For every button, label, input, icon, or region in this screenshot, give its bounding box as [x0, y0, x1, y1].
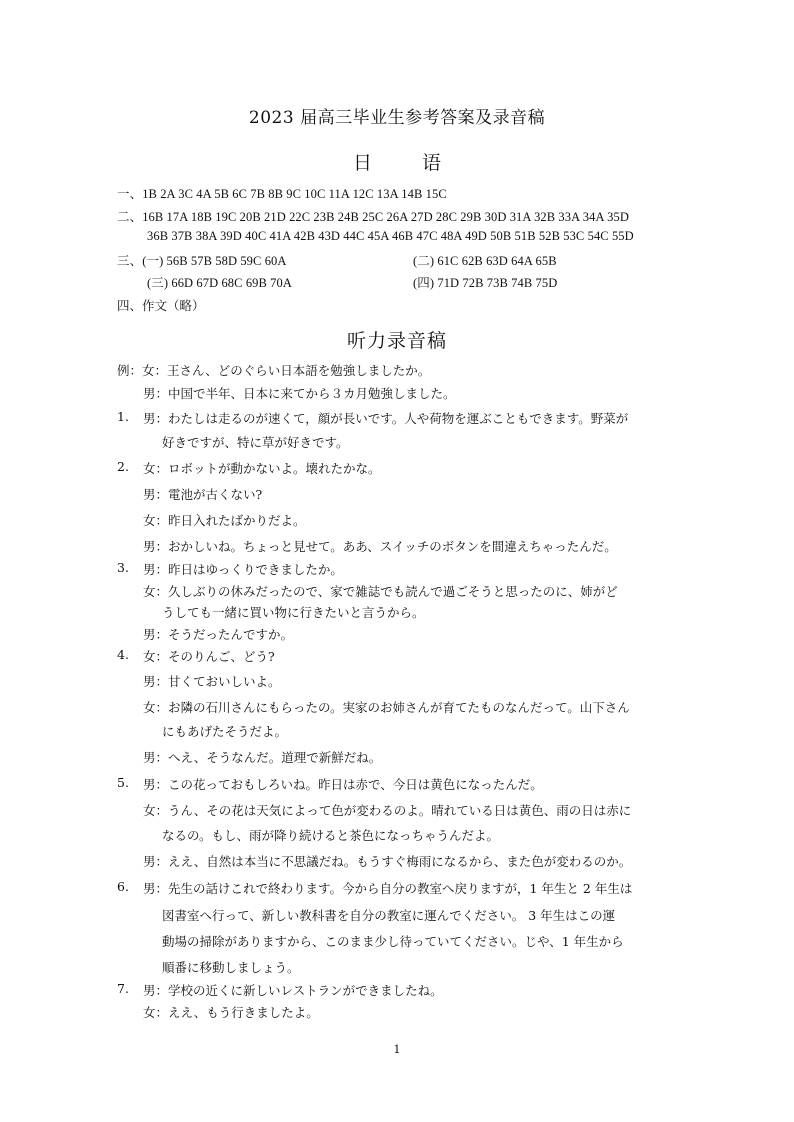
q2-line-3: 女：昨日入れたばかりだよ。	[143, 513, 306, 528]
question-number: 5.	[117, 775, 129, 790]
q4-line-1: 女：そのりんご、どう?	[143, 649, 275, 664]
q4-line-2: 男：甘くておいしいよ。	[143, 674, 281, 689]
q6-line-1: 男：先生の話けこれで終わります。今から自分の教室へ戻りますが，1 年生と 2 年生は	[143, 881, 633, 896]
transcript-heading: 听力录音稿	[346, 330, 447, 352]
q3-line-4: 男：そうだったんですか。	[143, 627, 294, 642]
answer-part3-a: 三、(一) 56B 57B 58D 59C 60A	[117, 254, 287, 268]
q4-line-3: 女：お隣の石川さんにもらったの。実家のお姉さんが育てたものなんだって。山下さん	[143, 700, 630, 715]
example-line-1: 例：女：王さん、どのぐらい日本語を勉強しましたか。	[117, 363, 431, 378]
q1-line-2: 好きですが、特に草が好きです。	[162, 435, 349, 450]
question-number: 3.	[117, 560, 129, 575]
example-line-2: 男：中国で半年、日本に来てから３カ月勉強しました。	[143, 386, 456, 401]
document-title: 2023 届高三毕业生参考答案及录音稿	[248, 108, 546, 128]
q5-line-2: 女：うん、その花は天気によって色が変わるのよ。晴れている日は黄色、雨の日は赤に	[143, 803, 632, 818]
q3-line-1: 男：昨日はゆっくりできましたか。	[143, 562, 343, 577]
subject-heading: 日 语	[352, 152, 464, 174]
q1-line-1: 男：わたしは走るのが速くて，顔が長いです。人や荷物を運ぶこともできます。野菜が	[143, 411, 629, 426]
q5-line-4: 男：ええ、自然は本当に不思議だね。もうすぐ梅雨になるから、また色が変わるのか。	[143, 854, 632, 869]
answer-part2-line1: 二、16B 17A 18B 19C 20B 21D 22C 23B 24B 25C 26A 27D 28C 29B 30D 31A 32B 33A 34A 35D	[117, 210, 629, 224]
q5-line-1: 男：この花っておもしろいね。昨日は赤で、今日は黄色になったんだ。	[143, 777, 543, 792]
question-number: 6.	[117, 879, 129, 894]
question-number: 7.	[117, 981, 129, 996]
answer-part1: 一、1B 2A 3C 4A 5B 6C 7B 8B 9C 10C 11A 12C 13A 14B 15C	[117, 187, 447, 201]
answer-part2-line2: 36B 37B 38A 39D 40C 41A 42B 43D 44C 45A 46B 47C 48A 49D 50B 51B 52B 53C 54C 55D	[147, 229, 634, 243]
answer-part4: 四、作文（略）	[117, 298, 205, 313]
answer-part3-c: (三) 66D 67D 68C 69B 70A	[147, 276, 293, 290]
q4-line-4: にもあげたそうだよ。	[162, 724, 288, 739]
q4-line-5: 男：へえ、そうなんだ。道理で新鮮だね。	[143, 750, 382, 765]
q2-line-2: 男：電池が古くない?	[143, 487, 263, 502]
q6-line-4: 順番に移動しましょう。	[162, 960, 300, 975]
q6-line-2: 図書室へ行って、新しい教科書を自分の教室に運んでください。 3 年生はこの運	[162, 908, 616, 923]
answer-part3-d: (四) 71D 72B 73B 74B 75D	[413, 276, 558, 290]
answer-part3-b: (二) 61C 62B 63D 64A 65B	[413, 254, 557, 268]
q7-line-2: 女：ええ、もう行きましたよ。	[143, 1005, 319, 1020]
question-number: 4.	[117, 647, 129, 662]
question-number: 2.	[117, 459, 129, 474]
question-number: 1.	[117, 409, 129, 424]
q5-line-3: なるの。もし、雨が降り続けると茶色になっちゃうんだよ。	[162, 828, 500, 843]
q3-line-3: うしても一緒に買い物に行きたいと言うから。	[162, 605, 425, 620]
q7-line-1: 男：学校の近くに新しいレストランができましたね。	[143, 983, 443, 998]
page-number: 1	[393, 1043, 401, 1056]
q6-line-3: 動場の掃除がありますから、このまま少し待っていてください。じや、1 年生から	[162, 934, 624, 949]
q2-line-1: 女：ロボットが動かないよ。壊れたかな。	[143, 461, 381, 476]
q2-line-4: 男：おかしいね。ちょっと見せて。ああ、スイッチのボタンを間違えちゃったんだ。	[143, 539, 617, 554]
q3-line-2: 女：久しぶりの休みだったので、家で雑誌でも読んで過ごそうと思ったのに、姉がど	[143, 584, 618, 599]
